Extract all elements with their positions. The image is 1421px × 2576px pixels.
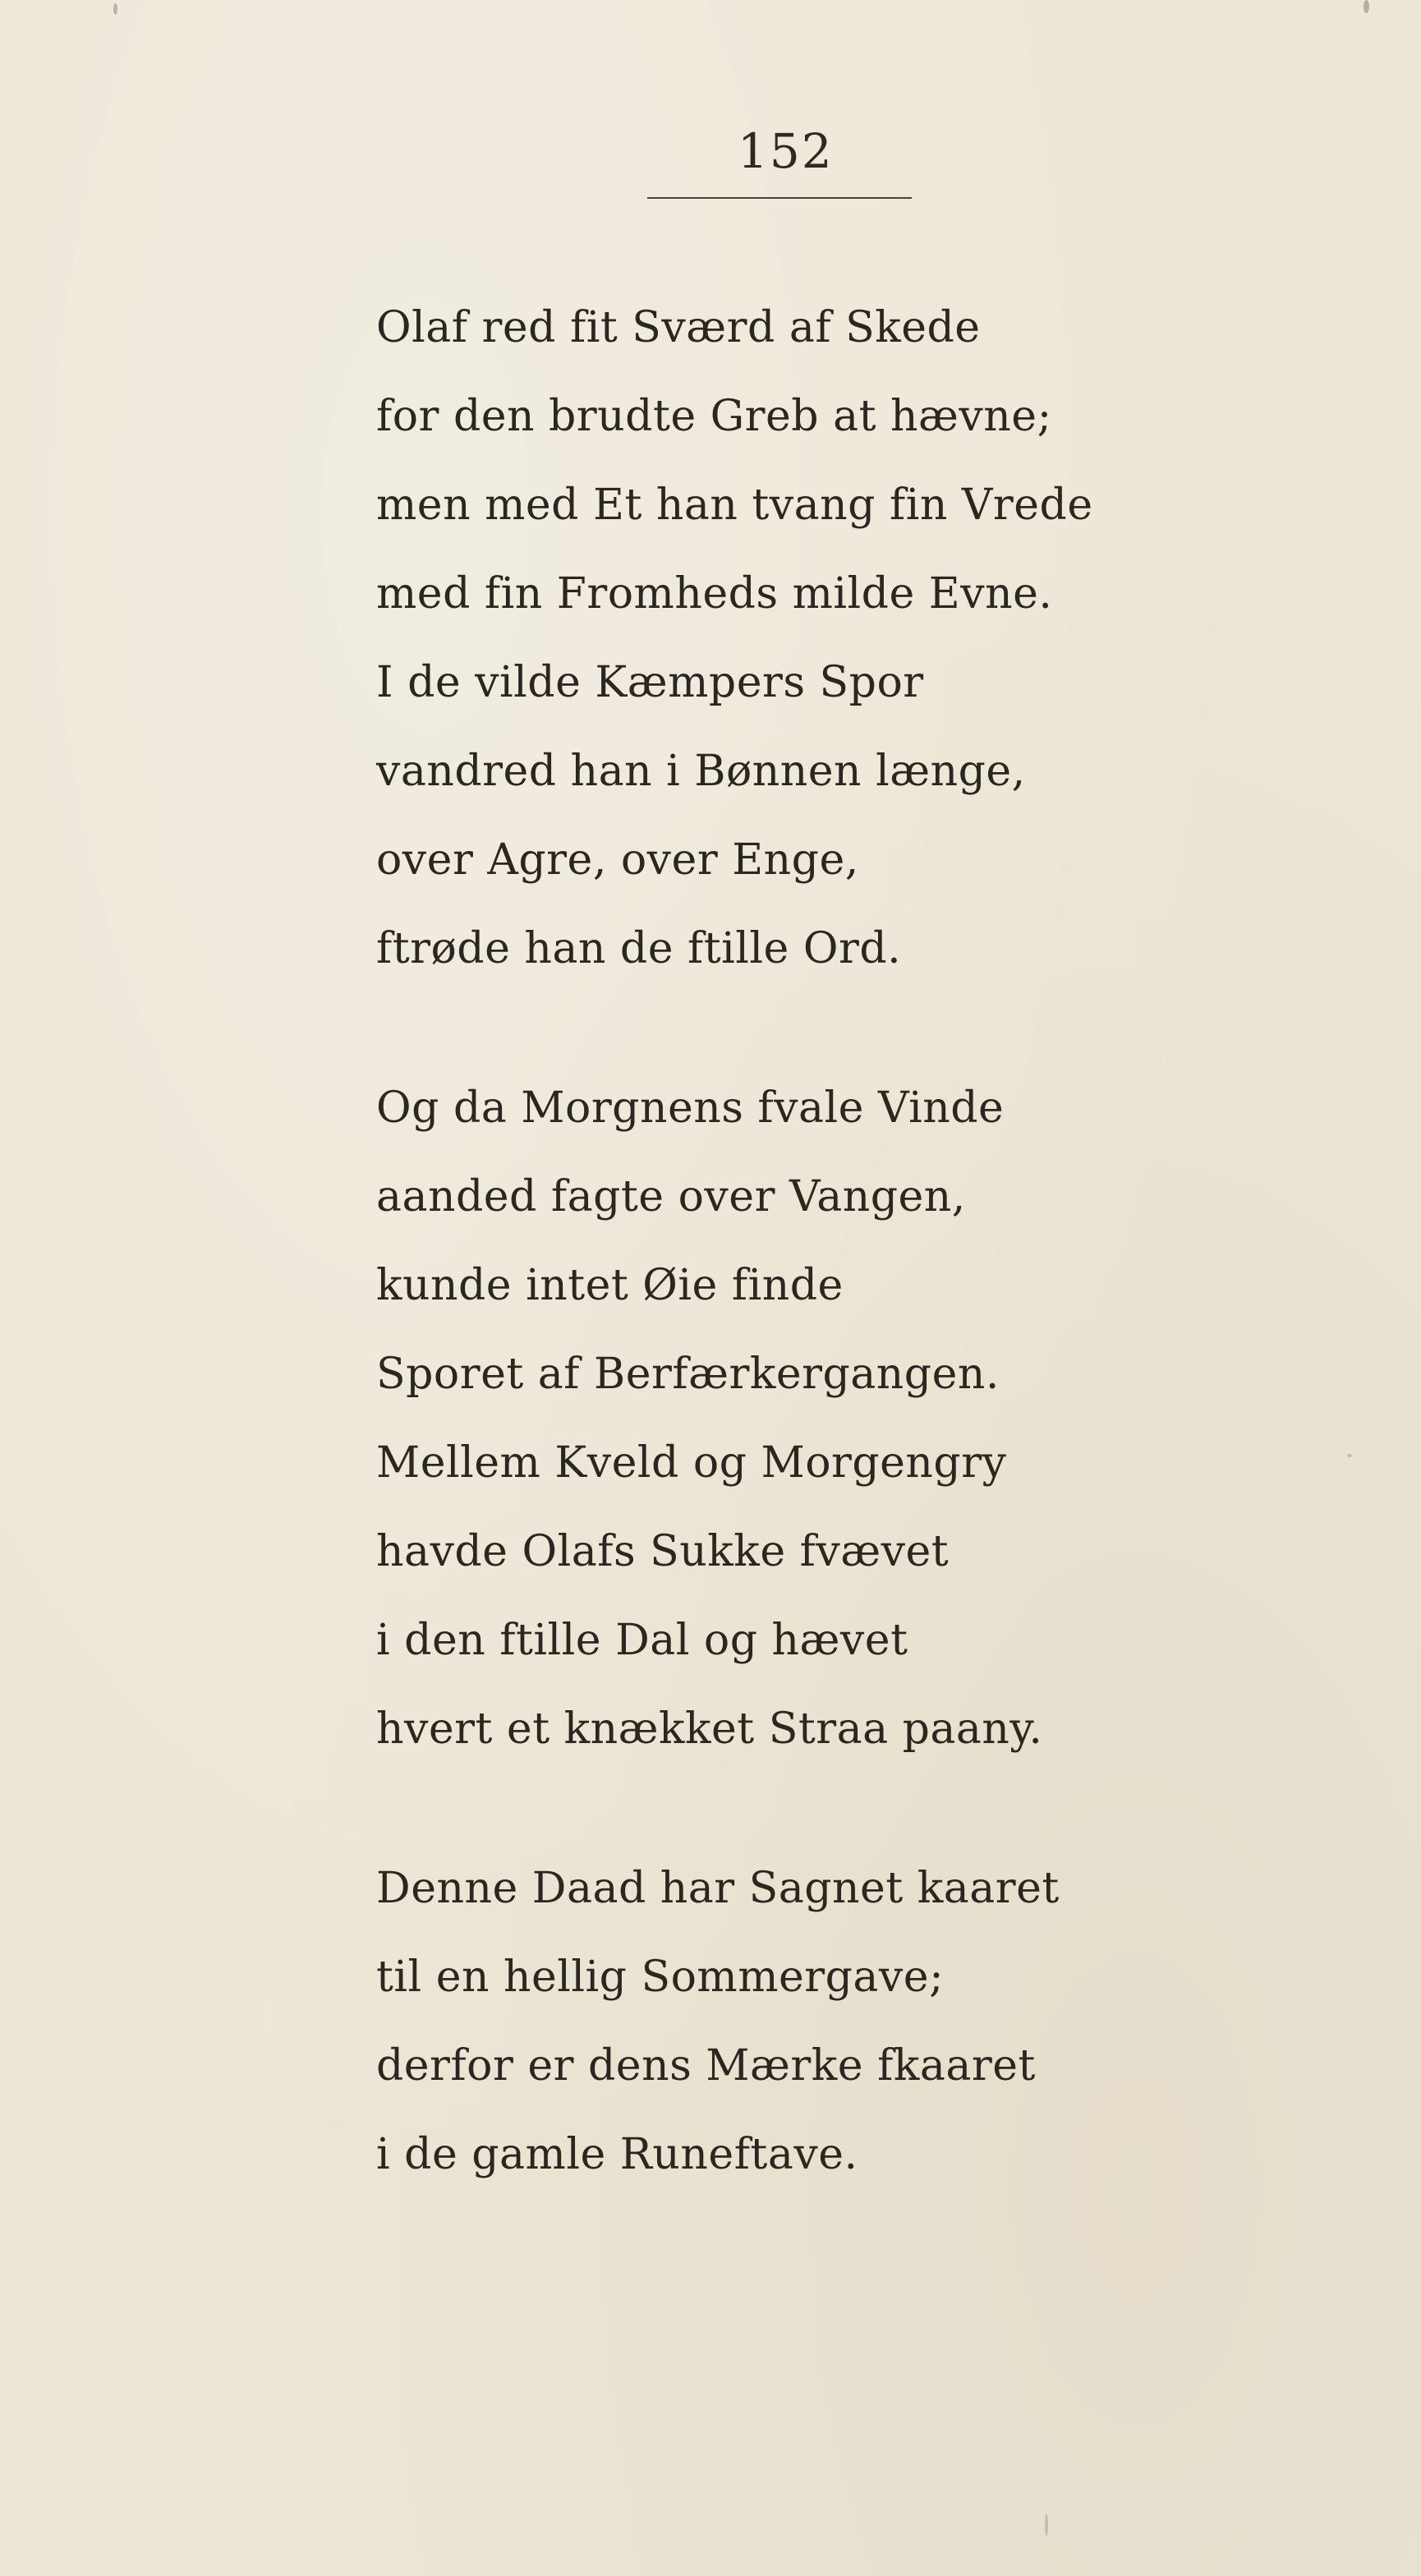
verse-line: kunde intet Øie finde: [376, 1261, 844, 1310]
verse-line: Sporet af Berfærkergangen.: [376, 1350, 1000, 1399]
verse-line: Og da Morgnens fvale Vinde: [376, 1083, 1005, 1133]
stanza-3: [376, 1844, 1198, 2199]
verse-line: ftrøde han de ftille Ord.: [376, 924, 902, 973]
verse-line: hvert et knækket Straa paany.: [376, 1704, 1043, 1754]
verse-line: aanded fagte over Vangen,: [376, 1172, 966, 1221]
verse-line: for den brudte Greb at hævne;: [376, 392, 1052, 441]
verse-line: i den ftille Dal og hævet: [376, 1616, 908, 1665]
verse-line: derfor er dens Mærke fkaaret: [376, 2041, 1036, 2091]
verse-line: vandred han i Bønnen længe,: [376, 747, 1026, 796]
verse-line: I de vilde Kæmpers Spor: [376, 658, 924, 707]
ink-speck: [1045, 2514, 1048, 2537]
page-number: 152: [738, 123, 834, 179]
ink-speck: [1364, 0, 1369, 13]
stanza-1: [376, 283, 1198, 993]
verse-line: i de gamle Runeftave.: [376, 2130, 858, 2179]
verse-line: Denne Daad har Sagnet kaaret: [376, 1864, 1060, 1913]
ink-speck: [113, 3, 117, 15]
verse-line: men med Et han tvang fin Vrede: [376, 481, 1093, 530]
ink-speck: [1347, 1454, 1352, 1457]
verse-line: havde Olafs Sukke fvævet: [376, 1527, 950, 1576]
stanza-2: [376, 1064, 1198, 1773]
verse-line: Mellem Kveld og Morgengry: [376, 1438, 1007, 1488]
verse-line: med fin Fromheds milde Evne.: [376, 569, 1053, 619]
verse-line: til en hellig Sommergave;: [376, 1953, 945, 2002]
verse-line: over Agre, over Enge,: [376, 835, 859, 885]
header-rule: [647, 197, 912, 199]
verse-line: Olaf red fit Sværd af Skede: [376, 303, 981, 352]
